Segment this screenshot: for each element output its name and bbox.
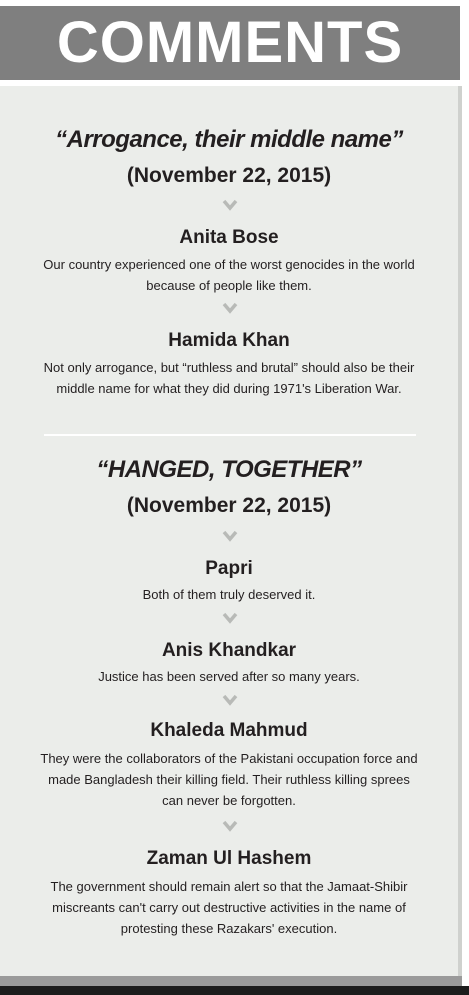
comment-text: Not only arrogance, but “ruthless and brutal” should also be their middle name for what they did during 1971's Liberation War. <box>43 360 415 396</box>
comment-text: Our country experienced one of the worst genocides in the world because of people like them. <box>43 257 415 293</box>
chevron-down-icon <box>222 302 238 314</box>
topic-date: (November 22, 2015) <box>126 494 332 517</box>
chevron-down-icon <box>222 694 238 706</box>
topic-title: “HANGED, TOGETHER” <box>96 456 362 483</box>
chevron-down-icon <box>222 530 238 542</box>
topic-title: “Arrogance, their middle name” <box>55 126 403 153</box>
comments-header <box>0 6 460 80</box>
chevron-down-icon <box>222 612 238 624</box>
comment-text: The government should remain alert so that the Jamaat-Shibir miscreants can't carry out destructive activities in the name of protesting these Razakars' execution. <box>50 879 408 936</box>
chevron-down-icon <box>222 820 238 832</box>
comment-text: They were the collaborators of the Pakistani occupation force and made Bangladesh their killing field. Their ruthless killing sprees can never be forgotten. <box>40 751 418 808</box>
commenter-name: Zaman Ul Hashem <box>146 848 312 869</box>
commenter-name: Papri <box>205 558 253 579</box>
commenter-name: Khaleda Mahmud <box>150 720 308 741</box>
panel-shadow <box>458 86 462 976</box>
topic-date: (November 22, 2015) <box>126 164 332 187</box>
chevron-down-icon <box>222 199 238 211</box>
commenter-name: Anita Bose <box>179 227 279 248</box>
comment-text: Both of them truly deserved it. <box>142 587 316 602</box>
comment-text: Justice has been served after so many years. <box>98 669 360 684</box>
page-title: COMMENTS <box>56 10 404 75</box>
footer-rule <box>0 986 469 995</box>
topic-divider <box>44 434 416 436</box>
footer-band <box>0 976 462 986</box>
commenter-name: Anis Khandkar <box>161 640 297 661</box>
commenter-name: Hamida Khan <box>168 330 290 351</box>
